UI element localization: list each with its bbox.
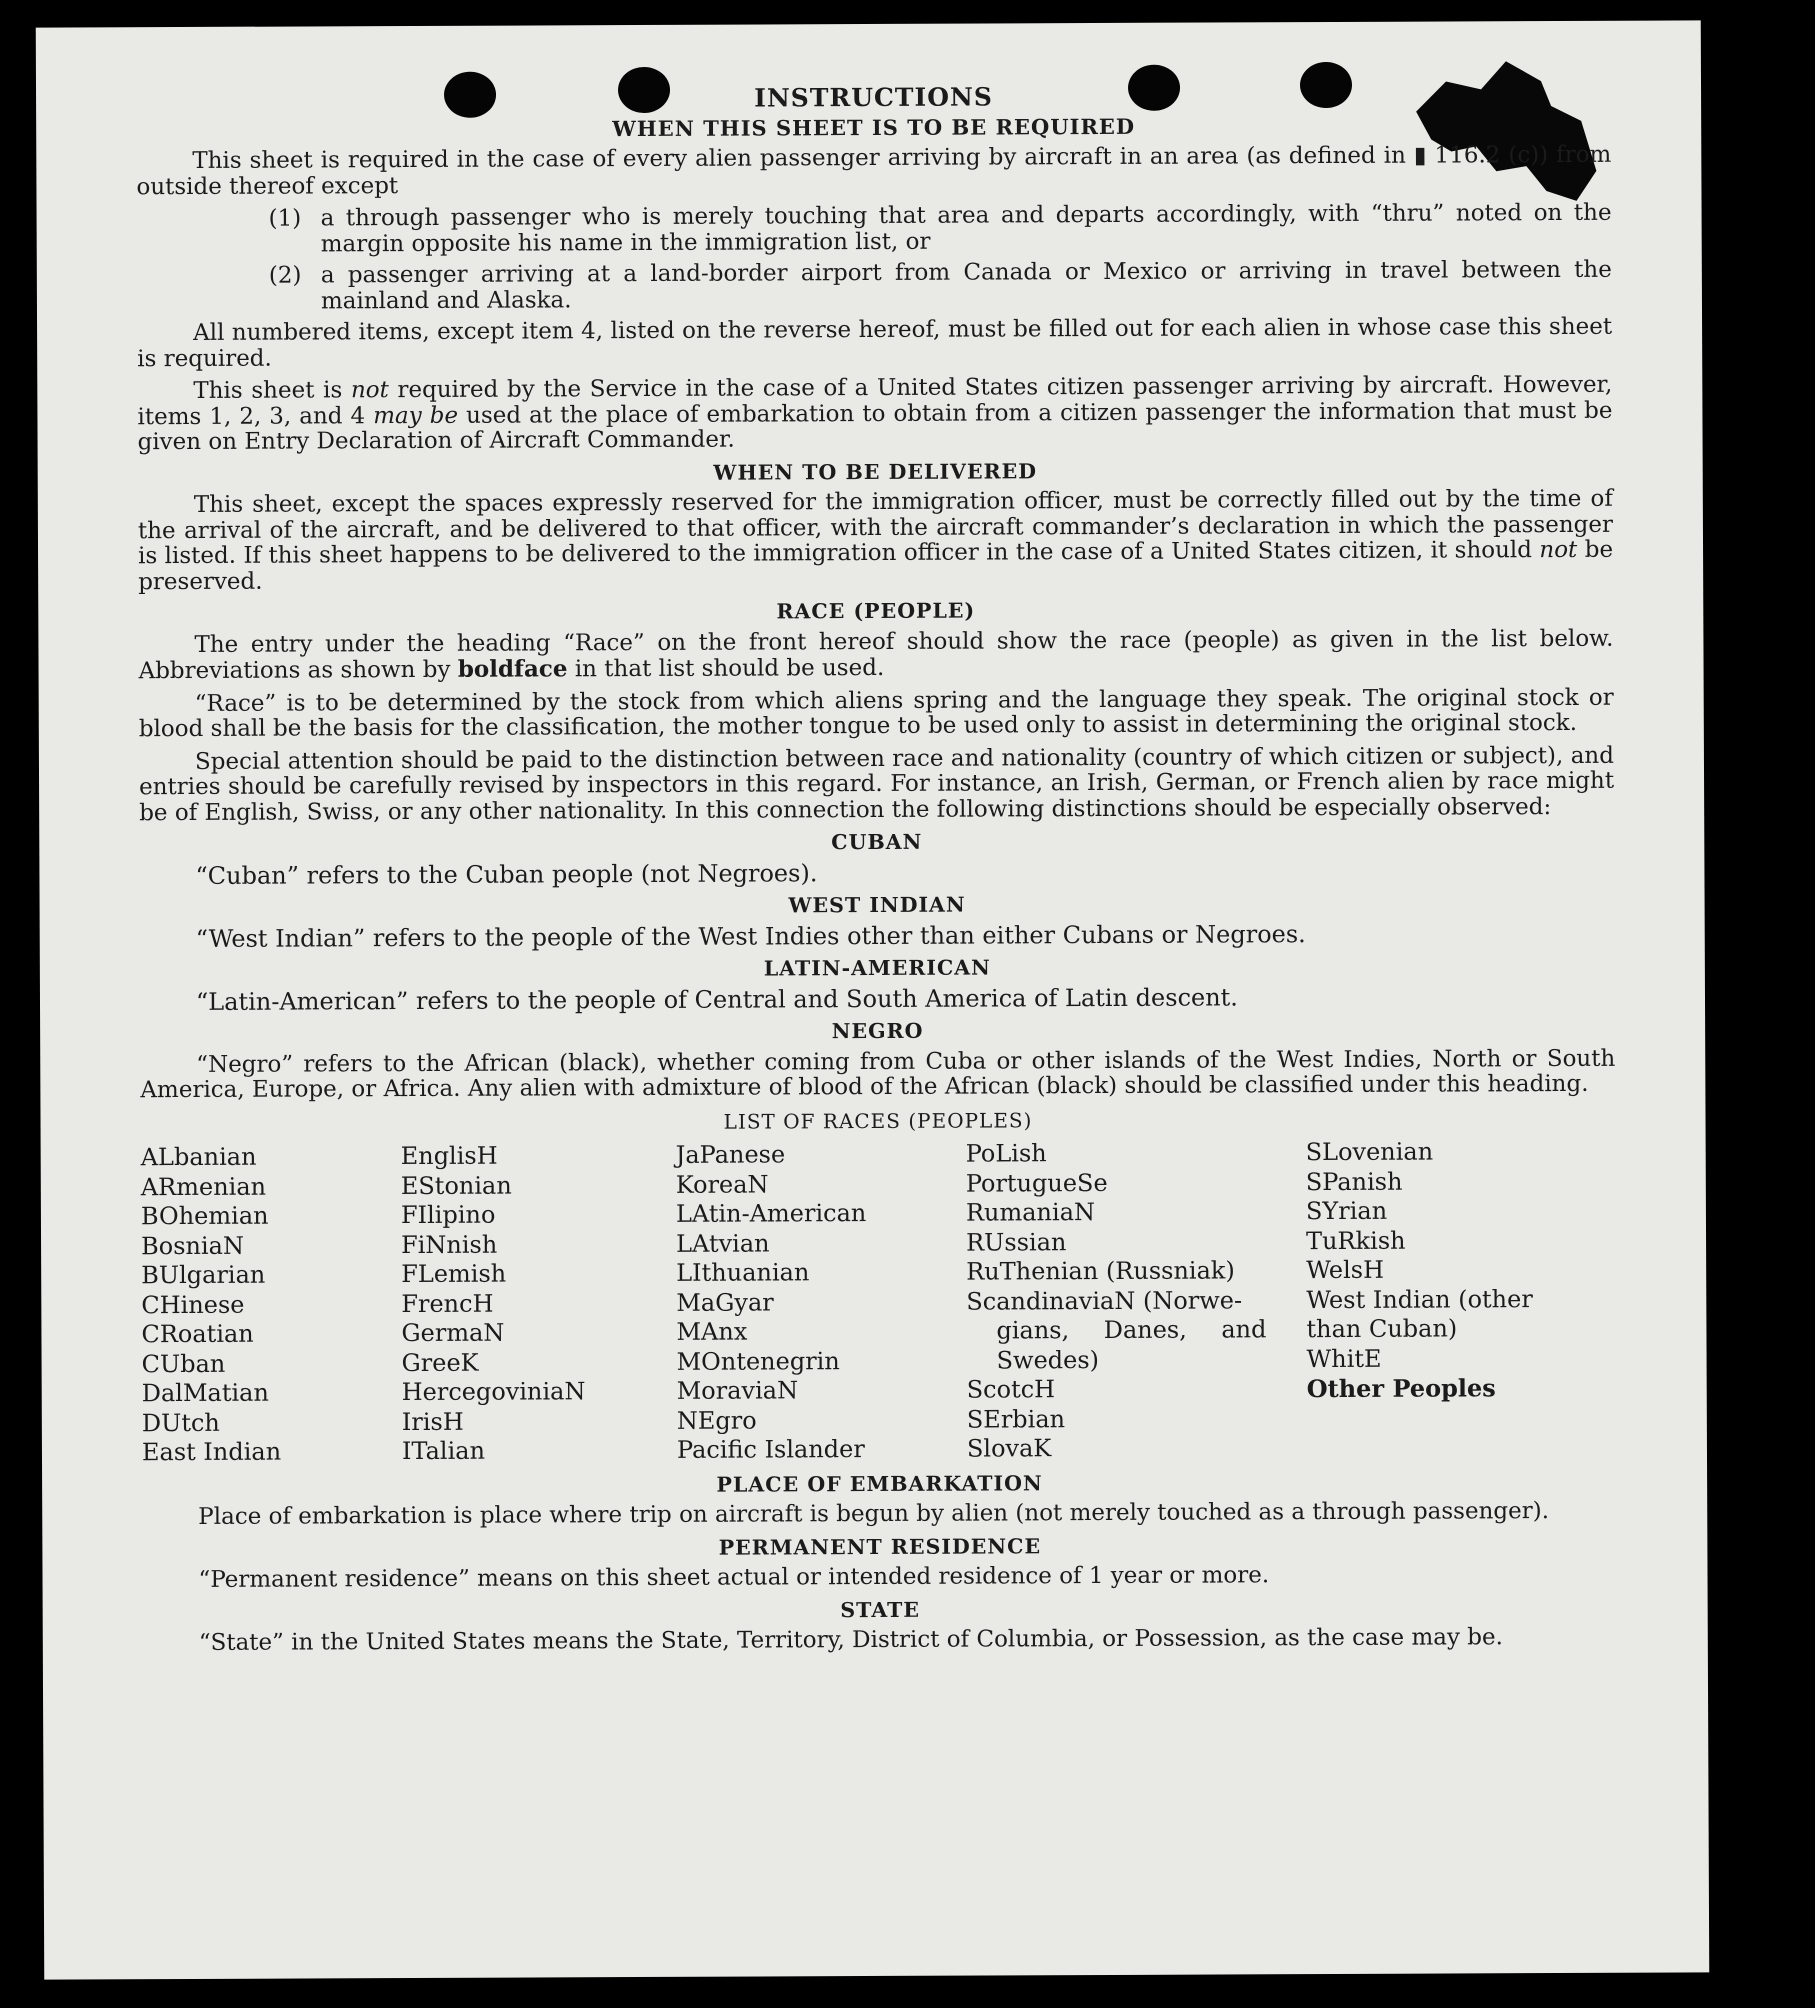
race-entry: LIthuanian (676, 1258, 810, 1287)
race-entry: FLemish (401, 1259, 507, 1289)
list-item (269, 258, 1612, 315)
race-entry: RuThenian (Russniak) (966, 1256, 1235, 1286)
race-paragraph: The entry under the heading “Race” on the front hereof should show the race (people) as given in the list below. Abbreviations as shown by boldface in that list should be used. (138, 625, 1614, 685)
race-entry: ScotcH (966, 1375, 1056, 1404)
race-entry: BUlgarian (141, 1260, 266, 1290)
race-entry: RumaniaN (965, 1198, 1096, 1227)
state-paragraph: “State” in the United States means the State, Territory, District of Columbia, or Possession, as the case may be. (198, 1624, 1503, 1656)
race-entry: PortugueSe (965, 1168, 1108, 1198)
document-sheet (36, 20, 1710, 1979)
negro-definition: “Negro” refers to the African (black), whether coming from Cuba or other islands of the West Indies, North or South America, Europe, or Africa. Any alien with admixture of blood of the African (black) should be classified under this heading. (140, 1045, 1616, 1104)
race-entry: ITalian (401, 1436, 486, 1466)
race-entry: than Cuban) (1306, 1314, 1458, 1344)
race-entry: FrencH (401, 1289, 494, 1318)
race-entry: WhitE (1306, 1344, 1382, 1373)
race-entry: Pacific Islander (676, 1435, 865, 1464)
race-entry: IrisH (401, 1407, 464, 1436)
latin-american-definition: “Latin-American” refers to the people of Central and South America of Latin descent. (195, 982, 1238, 1016)
race-entry: East Indian (141, 1437, 282, 1467)
section-heading-embarkation: PLACE OF EMBARKATION (716, 1470, 1043, 1497)
race-entry: FIlipino (400, 1200, 496, 1230)
race-entry: WelsH (1306, 1255, 1385, 1285)
section-heading-delivered: WHEN TO BE DELIVERED (713, 458, 1038, 485)
race-entry: GreeK (401, 1348, 479, 1377)
races-table (141, 1137, 1617, 1468)
west-indian-definition: “West Indian” refers to the people of the West Indies other than either Cubans or Negroes. (195, 919, 1306, 953)
races-column (966, 1138, 1307, 1464)
races-column (401, 1141, 677, 1467)
races-column (141, 1142, 402, 1468)
race-entry: NEgro (676, 1406, 757, 1435)
item-number: (1) (268, 205, 302, 232)
section-heading-residence: PERMANENT RESIDENCE (718, 1533, 1042, 1560)
intro-paragraph: This sheet is required in the case of every alien passenger arriving by aircraft in an area (as defined in ▮ 116.2 (c)) from outside thereof except (136, 141, 1612, 200)
race-paragraph: “Race” is to be determined by the stock from which aliens spring and the language they speak. The original stock or blood shall be the basis for the classification, the mother tongue to be used only to assist in determining the original stock. (138, 684, 1614, 743)
section-heading-cuban: CUBAN (831, 829, 923, 855)
races-column (676, 1140, 967, 1466)
item-text: a through passenger who is merely touching that area and departs accordingly, with “thru” noted on the margin opposite his name in the immigration list, or (320, 199, 1612, 257)
race-entry: KoreaN (675, 1169, 769, 1199)
race-entry: DalMatian (141, 1378, 269, 1408)
race-entry: ALbanian (140, 1142, 257, 1172)
race-entry: ScandinaviaN (Norwe- (966, 1285, 1243, 1316)
race-entry: JaPanese (675, 1140, 786, 1169)
race-entry: TuRkish (1305, 1226, 1406, 1255)
race-entry: MAnx (676, 1317, 748, 1346)
race-entry: CUban (141, 1349, 226, 1378)
race-entry: MOntenegrin (676, 1346, 840, 1376)
section-heading-negro: NEGRO (831, 1018, 924, 1044)
numbered-items-paragraph: All numbered items, except item 4, listed on the reverse hereof, must be filled out for each alien in whose case this sheet is required. (137, 313, 1613, 372)
race-entry: CRoatian (141, 1319, 254, 1349)
race-entry: SLovenian (1305, 1137, 1434, 1167)
list-item (269, 201, 1612, 258)
races-column (1306, 1137, 1577, 1463)
embarkation-paragraph: Place of embarkation is place where trip on aircraft is begun by alien (not merely touched as a through passenger). (198, 1498, 1550, 1530)
race-entry: LAtin-American (675, 1199, 867, 1228)
section-heading-required: WHEN THIS SHEET IS TO BE REQUIRED (612, 113, 1136, 141)
race-entry: SlovaK (966, 1434, 1052, 1463)
race-entry: CHinese (141, 1290, 245, 1319)
section-heading-latin-american: LATIN-AMERICAN (763, 955, 991, 981)
race-entry: SErbian (966, 1404, 1066, 1434)
race-entry: MaGyar (676, 1287, 774, 1317)
section-heading-west-indian: WEST INDIAN (788, 892, 966, 918)
section-heading-race: RACE (PEOPLE) (776, 598, 976, 624)
race-entry: ARmenian (140, 1172, 267, 1201)
race-entry: PoLish (965, 1139, 1047, 1168)
race-entry: EStonian (400, 1171, 512, 1200)
race-entry: BosniaN (141, 1231, 244, 1260)
race-entry: West Indian (other (1306, 1284, 1533, 1314)
delivered-paragraph: This sheet, except the spaces expressly reserved for the immigration officer, must be correctly filled out by the time of the arrival of the aircraft, and be delivered to that officer, with the aircraft commander’s declaration in which the passenger is listed. If this sheet happens to be delivered to the immigration officer in the case of a United States citizen, it should not be preserved. (137, 485, 1614, 595)
race-entry: FiNnish (401, 1230, 498, 1259)
citizen-paragraph: This sheet is not required by the Service in the case of a United States citizen passenger arriving by aircraft. However, items 1, 2, 3, and 4 may be used at the place of embarkation to obtain from a citizen passenger the information that must be given on Entry Declaration of Aircraft Commander. (137, 371, 1613, 456)
race-entry: MoraviaN (676, 1376, 799, 1405)
residence-paragraph: “Permanent residence” means on this sheet actual or intended residence of 1 year or more. (198, 1562, 1270, 1593)
document-body (136, 82, 1618, 1664)
section-heading-races-list: LIST OF RACES (PEOPLES) (723, 1107, 1033, 1134)
item-text: a passenger arriving at a land-border airport from Canada or Mexico or arriving in travel between the mainland and Alaska. (320, 256, 1612, 314)
race-entry: GermaN (401, 1318, 505, 1348)
cuban-definition: “Cuban” refers to the Cuban people (not Negroes). (195, 858, 818, 890)
race-entry: RUssian (965, 1227, 1067, 1257)
item-number: (2) (268, 262, 302, 289)
race-entry: BOhemian (140, 1201, 269, 1231)
race-entry: DUtch (141, 1408, 220, 1437)
race-entry: Other Peoples (1306, 1373, 1496, 1404)
race-entry: EnglisH (400, 1141, 498, 1171)
race-paragraph: Special attention should be paid to the distinction between race and nationality (country of which citizen or subject), and entries should be carefully revised by inspectors in this regard. For instance, an Irish, German, or French alien by race might be of English, Swiss, or any other nationality. In this connection the following distinctions should be especially observed: (139, 742, 1615, 826)
page-title: INSTRUCTIONS (754, 82, 993, 113)
race-entry: SYrian (1305, 1196, 1388, 1226)
race-entry: LAtvian (675, 1228, 770, 1258)
race-entry-continuation: gians, Danes, and Swedes) (996, 1315, 1267, 1374)
race-entry: HercegoviniaN (401, 1377, 586, 1407)
section-heading-state: STATE (840, 1597, 921, 1622)
race-entry: SPanish (1305, 1167, 1403, 1196)
